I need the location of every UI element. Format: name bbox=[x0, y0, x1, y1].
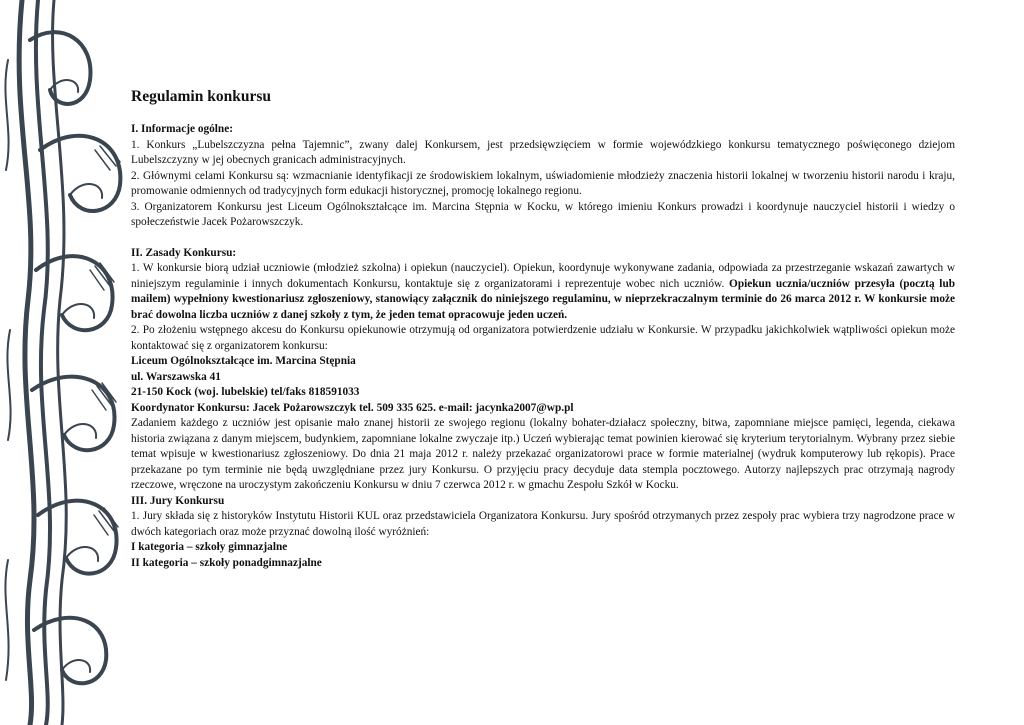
address-line: 21-150 Kock (woj. lubelskie) tel/faks 818591033 bbox=[131, 386, 360, 398]
address-line: Liceum Ogólnokształcące im. Marcina Stępnia bbox=[131, 355, 356, 367]
section-2-heading: II. Zasady Konkursu: bbox=[131, 246, 237, 259]
section-3-heading: III. Jury Konkursu bbox=[131, 494, 225, 507]
category-1: I kategoria – szkoły gimnazjalne bbox=[131, 541, 288, 553]
page-title: Regulamin konkursu bbox=[131, 88, 271, 105]
section-1-paragraph-1: 1. Konkurs „Lubelszczyzna pełna Tajemnic”, zwany dalej Konkursem, jest przedsięwzięciem w formie wojewódzkiego konkursu tematycznego poświęconego dziejom Lubelszczyzny w jej obecnych granicach administracyjnych. bbox=[131, 138, 955, 166]
section-2-paragraph-1-text: 1. W konkursie biorą udział uczniowie (młodzież szkolna) i opiekun (nauczyciel). Opiekun, koordynuje wykonywane zadania, odpowiada za przestrzeganie wskazań zawartych w niniejszym regulaminie i innych dokumentach Konkursu, kontaktuje się z organizatorami i reprezentuje wobec nich uczniów. bbox=[131, 262, 955, 290]
section-2-paragraph-1 bbox=[131, 261, 955, 323]
section-1-paragraph-2: 2. Głównymi celami Konkursu są: wzmacnianie identyfikacji ze środowiskiem lokalnym, uświadomienie młodzieży znaczenia historii lokalnej w tworzeniu historii narodu i kraju, promowanie odmiennych od tradycyjnych form edukacji historycznej, promocję lokalnego regionu. bbox=[131, 169, 955, 197]
section-1-heading: I. Informacje ogólne: bbox=[131, 123, 233, 135]
floral-ornament-border bbox=[0, 0, 135, 725]
section-3-paragraph-1: 1. Jury składa się z historyków Instytutu Historii KUL oraz przedstawiciela Organizatora Konkursu. Jury spośród otrzymanych przez zespoły prac wybiera trzy nagrodzone prace w dwóch kategoriach oraz może przyznać dowolną ilość wyróżnień: bbox=[131, 510, 955, 538]
section-2-paragraph-2: 2. Po złożeniu wstępnego akcesu do Konkursu opiekunowie otrzymują od organizatora potwierdzenie udziału w Konkursie. W przypadku jakichkolwiek wątpliwości opiekun może kontaktować się z organizatorem konkursu: bbox=[131, 324, 955, 352]
section-1-paragraph-3: 3. Organizatorem Konkursu jest Liceum Ogólnokształcące im. Marcina Stępnia w Kocku, w którego imieniu Konkurs prowadzi i koordynuje nauczyciel historii i wiedzy o społeczeństwie Jacek Pożarowszczyk. bbox=[131, 200, 955, 228]
category-2: II kategoria – szkoły ponadgimnazjalne bbox=[131, 556, 322, 569]
regulations-document bbox=[131, 88, 955, 571]
section-2-paragraph-3: Zadaniem każdego z uczniów jest opisanie mało znanej historii ze swojego regionu (lokalny bohater-działacz społeczny, bitwa, zapomniane miejsce pamięci, legenda, ciekawa historia związana z danym miejscem, budynkiem, zapomniane lokalne zwyczaje itp.) Uczeń wybierając temat powinien kierować się kryterium terytorialnym. Wybrany przez siebie temat wpisuje w kwestionariusz zgłoszeniowy. Do dnia 21 maja 2012 r. należy przekazać organizatorowi prace w formie materialnej (wydruk komputerowy lub rękopis). Prace przekazane po tym terminie nie będą uwzględniane przez jury Konkursu. O przyjęciu pracy decyduje data stempla pocztowego. Autorzy najlepszych prac otrzymają nagrody rzeczowe, wręczone na uroczystym zakończeniu Konkursu w dniu 7 czerwca 2012 r. w gmachu Zespołu Szkół w Kocku. bbox=[131, 417, 955, 491]
section-2-paragraph-1-bold: Opiekun ucznia/uczniów przesyła (pocztą lub mailem) wypełniony kwestionariusz zgłoszeniowy, stanowiący załącznik do niniejszego regulaminu, w nieprzekraczalnym terminie do 26 marca 2012 r. W konkursie może brać dowolna liczba uczniów z danej szkoły z tym, że jeden temat opracowuje jeden uczeń. bbox=[131, 277, 956, 321]
coordinator-line: Koordynator Konkursu: Jacek Pożarowszczyk tel. 509 335 625. e-mail: jacynka2007@wp.pl bbox=[131, 401, 574, 414]
address-line: ul. Warszawska 41 bbox=[131, 370, 221, 383]
